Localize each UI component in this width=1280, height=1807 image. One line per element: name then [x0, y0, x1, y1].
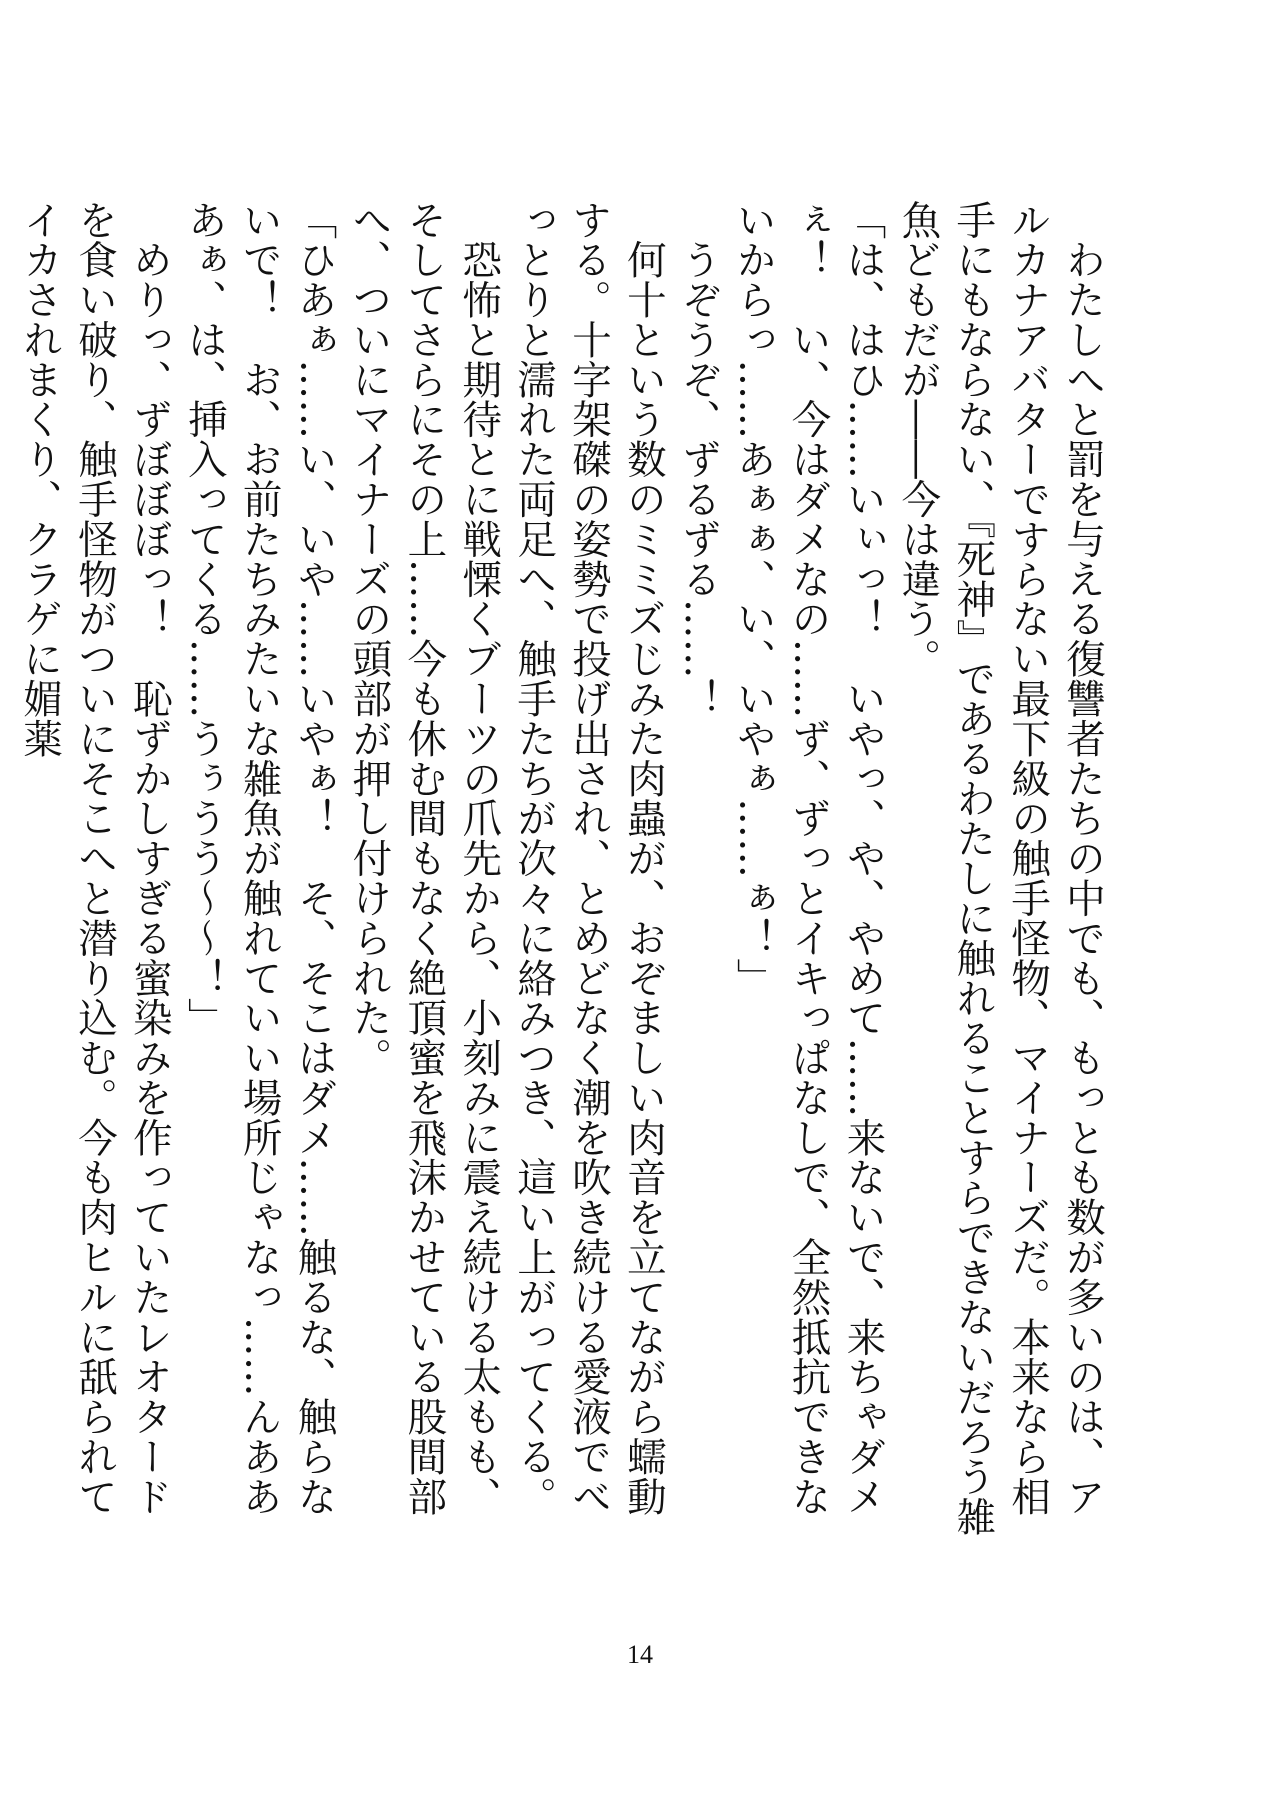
paragraph-narration-1: わたしへと罰を与える復讐者たちの中でも、もっとも数が多いのは、アルカナアバターですらない最下級の触手怪物、マイナーズだ。本来なら相手にもならない、『死神』であるわたしに触れることすらできないだろう雑魚どもだが――今は違う。 — [895, 200, 1106, 1537]
vertical-text-body — [17, 200, 1110, 1540]
paragraph-dialogue-2: 「ひあぁ……い、いや……いやぁ！ そ、そこはダメ……触るな、触らないで！ お、お前たちみたいな雑魚が触れていい場所じゃなっ……んあああぁ、は、挿入ってくる……うぅうう～～！」 — [181, 200, 338, 1517]
paragraph-dialogue-1: 「は、はひ……いぃっ！ いやっ、や、やめて……来ないで、来ちゃダメぇ！ い、今はダメなの……ず、ずっとイキっぱなしで、全然抵抗できないからっ……あぁぁ、い、いやぁ……ぁ！」 — [730, 200, 887, 1517]
paragraph-narration-4: 恐怖と期待とに戦慄くブーツの爪先から、小刻みに震え続ける太もも、そしてさらにその上……今も休む間もなく絶頂蜜を飛沫かせている股間部へ、ついにマイナーズの頭部が押し付けられた。 — [346, 200, 503, 1517]
paragraph-narration-5: めりっ、ずぼぼぼっ！ 恥ずかしすぎる蜜染みを作っていたレオタードを食い破り、触手怪物がついにそこへと潜り込む。今も肉ヒルに舐られてイカされまくり、クラゲに媚薬 — [17, 200, 173, 1517]
paragraph-narration-3: 何十という数のミミズじみた肉蟲が、おぞましい肉音を立てながら蠕動する。十字架磔の姿勢で投げ出され、とめどなく潮を吹き続ける愛液でべっとりと濡れた両足へ、触手たちが次々に絡みつき、這い上がってくる。 — [511, 200, 667, 1517]
paragraph-narration-2: うぞうぞ、ずるずる……！ — [675, 200, 722, 719]
page-number: 14 — [627, 1640, 653, 1669]
